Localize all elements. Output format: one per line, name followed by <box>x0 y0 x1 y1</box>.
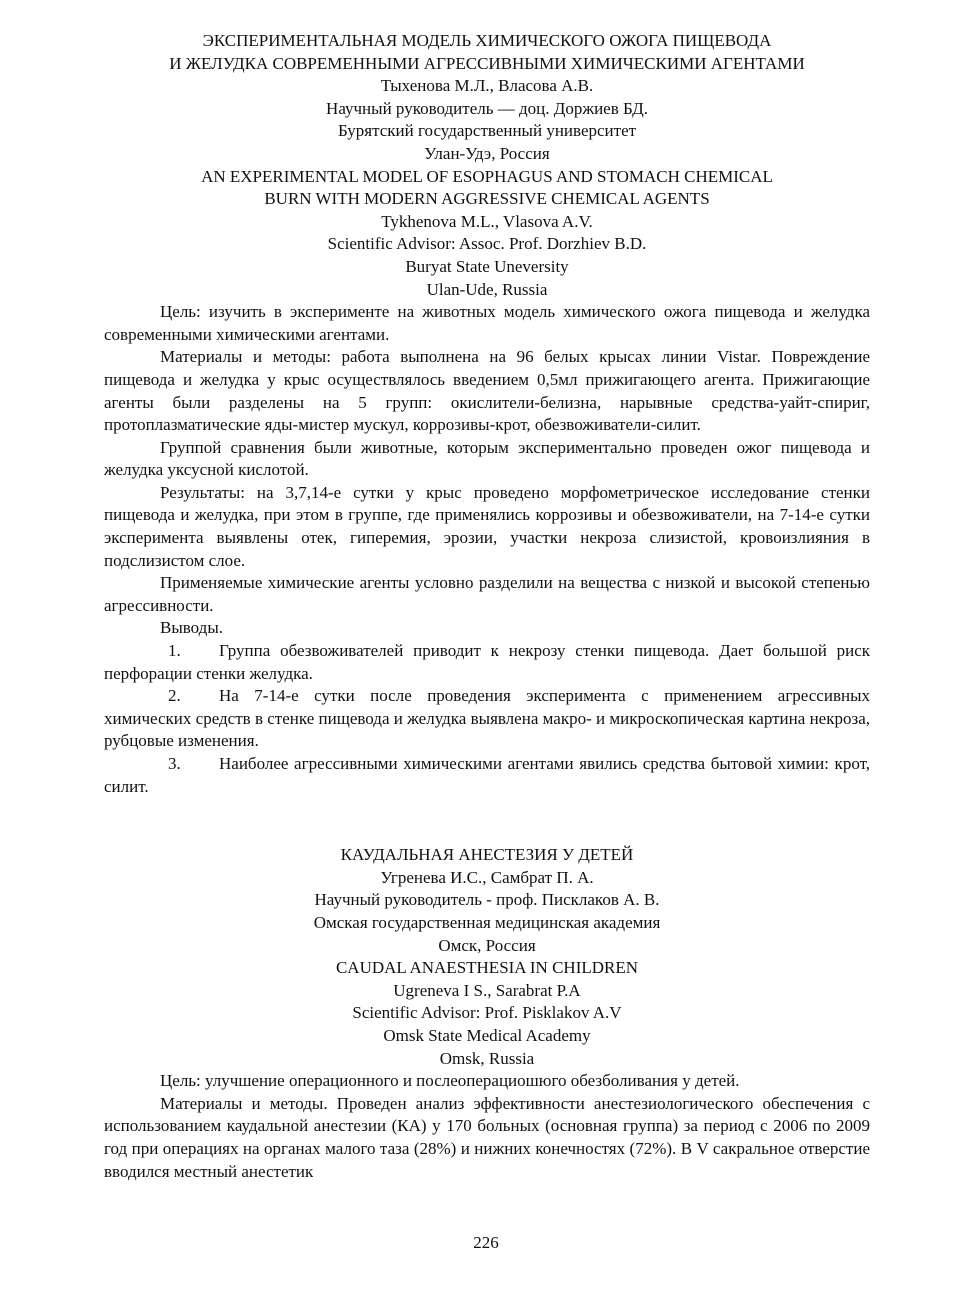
article2-authors-ru: Угренева И.С., Самбрат П. А. <box>380 867 594 887</box>
article1-methods-paragraph: Материалы и методы: работа выполнена на 96 белых крысах линии Vistar. Повреждение пищевода и желудка у крыс осуществлялось введением 0,5мл прижигающего агента. Прижигающие агенты были разделены на 5 групп: окислители-белизна, нарывные средства-уайт-спириг, протоплазматические яды-мистер мускул, коррозивы-крот, обезвоживатели-силит. <box>104 347 870 435</box>
article1-conclusion-item <box>104 640 870 685</box>
article2-goal-paragraph: Цель: улучшение операционного и послеоперациошюго обезболивания у детей. <box>160 1071 740 1091</box>
article1-authors-ru: Тыхенова М.Л., Власова А.В. <box>380 76 594 96</box>
article2-city-en: Omsk, Russia <box>439 1048 535 1068</box>
article1-conclusions-label: Выводы. <box>160 618 224 638</box>
article2-advisor-en: Scientific Advisor: Prof. Pisklakov A.V <box>352 1003 622 1023</box>
section-spacer <box>104 798 870 844</box>
article2-authors-en: Ugreneva I S., Sarabrat P.A <box>393 980 581 1000</box>
article1-agents-paragraph: Применяемые химические агенты условно разделили на вещества с низкой и высокой степенью агрессивности. <box>104 573 870 615</box>
article1-title-ru-line2: И ЖЕЛУДКА СОВРЕМЕННЫМИ АГРЕССИВНЫМИ ХИМИЧЕСКИМИ АГЕНТАМИ <box>169 53 805 73</box>
article2-advisor-ru: Научный руководитель - проф. Писклаков А. В. <box>314 890 660 910</box>
article1-city-en: Ulan-Ude, Russia <box>426 279 548 299</box>
page-number: 226 <box>473 1233 499 1252</box>
article1-city-ru: Улан-Удэ, Россия <box>424 143 550 163</box>
article2-institution-en: Omsk State Medical Academy <box>383 1025 591 1045</box>
conclusion-number: 3. <box>168 754 181 773</box>
article1-advisor-en: Scientific Advisor: Assoc. Prof. Dorzhiev B.D. <box>327 234 647 254</box>
article1-title-ru-line1: ЭКСПЕРИМЕНТАЛЬНАЯ МОДЕЛЬ ХИМИЧЕСКОГО ОЖОГА ПИЩЕВОДА <box>202 31 772 50</box>
conclusion-number: 2. <box>168 686 181 706</box>
article1-goal-paragraph: Цель: изучить в эксперименте на животных модель химического ожога пищевода и желудка современными химическими агентами. <box>104 302 870 344</box>
article2-institution-ru: Омская государственная медицинская академия <box>313 912 661 932</box>
article2-title-en: CAUDAL ANAESTHESIA IN CHILDREN <box>335 958 639 978</box>
article1-institution-en: Buryat State Uneversity <box>405 256 569 276</box>
conclusion-text: На 7-14-е сутки после проведения эксперимента с применением агрессивных химических средств в стенке пищевода и желудка выявлена макро- и микроскопическая картина некроза, рубцовые изменения. <box>104 686 870 751</box>
article1-results-paragraph: Результаты: на 3,7,14-е сутки у крыс проведено морфометрическое исследование стенки пищевода и желудка, при этом в группе, где применялись коррозивы и обезвоживатели, на 7-14-е сутки эксперимента выявлены отек, гиперемия, эрозии, участки некроза слизистой, кровоизлияния в подслизистом слое. <box>104 482 870 570</box>
article2-methods-paragraph: Материалы и методы. Проведен анализ эффективности анестезиологического обеспечения с использованием каудальной анестезии (КА) у 170 больных (основная группа) за период с 2006 по 2009 год при операциях на органах малого таза (28%) и нижних конечностях (72%). В V сакральное отверстие вводился местный анестетик <box>104 1093 870 1181</box>
conclusion-number: 1. <box>168 641 181 661</box>
article1-conclusion-item <box>104 753 870 798</box>
page-content <box>104 30 870 1183</box>
article1-title-en-line1: AN EXPERIMENTAL MODEL OF ESOPHAGUS AND STOMACH CHEMICAL <box>201 166 773 186</box>
article1-advisor-ru: Научный руководитель — доц. Доржиев БД. <box>326 98 648 118</box>
article2-title-ru: КАУДАЛЬНАЯ АНЕСТЕЗИЯ У ДЕТЕЙ <box>340 845 634 865</box>
article2-city-ru: Омск, Россия <box>438 935 536 955</box>
conclusion-text: Группа обезвоживателей приводит к некрозу стенки пищевода. Дает большой риск перфорации стенки желудка. <box>104 641 870 683</box>
conclusion-text: Наиболее агрессивными химическими агентами явились средства бытовой химии: крот, силит. <box>104 754 870 796</box>
article1-institution-ru: Бурятский государственный университет <box>337 121 637 141</box>
article1-conclusion-item <box>104 685 870 753</box>
article1-title-en-line2: BURN WITH MODERN AGGRESSIVE CHEMICAL AGENTS <box>264 189 710 209</box>
article1-comparison-paragraph: Группой сравнения были животные, которым экспериментально проведен ожог пищевода и желудка уксусной кислотой. <box>104 437 870 480</box>
article1-authors-en: Tykhenova M.L., Vlasova A.V. <box>381 211 593 231</box>
